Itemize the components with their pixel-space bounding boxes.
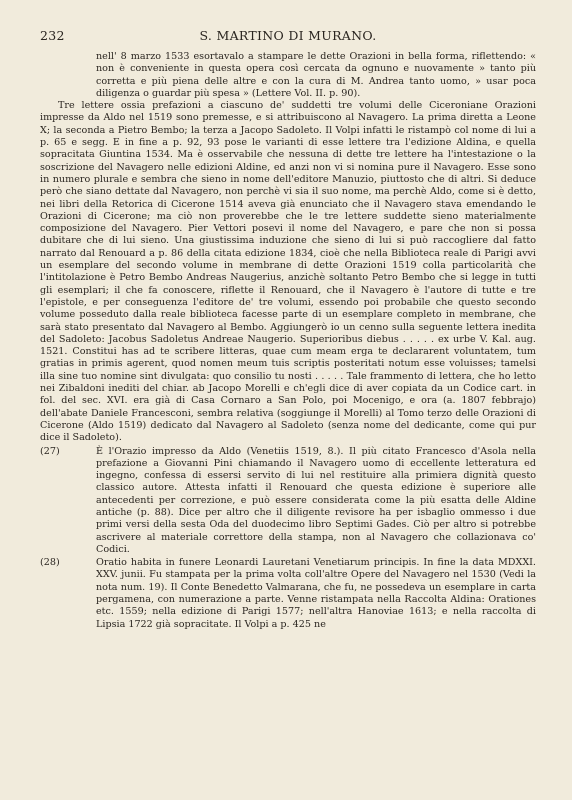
footnote-text: È l'Orazio impresso da Aldo (Venetiis 1519, 8.). Il più citato Francesco d'Asola nella prefazione a Giovanni Pini chiamando il Navagero uomo di eccellente letteratura ed ingegno, confessa di essersi servito di lui nel restituire alla primiera dignità questo classico autore. Attesta infatti il Renouard che questa edizione è superiore alle antecedenti per correzione, e può essere considerata come la più esatta delle Aldine antiche (p. 88). Dice per altro che il diligente revisore ha per isbaglio ommesso i due primi versi della sesta Oda del duodecimo libro Septimi Gades. Ciò per altro si potrebbe ascrivere al materiale correttore della stampa, non al Navagero che collazionava co' Codici. bbox=[96, 445, 536, 555]
footnote-number: (27) bbox=[40, 445, 60, 457]
running-title: S. MARTINO DI MURANO. bbox=[199, 28, 377, 43]
footnote-28 bbox=[40, 557, 536, 631]
paragraph-prefaces: Tre lettere ossia prefazioni a ciascuno de' suddetti tre volumi delle Ciceroniane Orazioni impresse da Aldo nel 1519 sono premesse, e si attribuiscono al Navagero. La prima diretta a Leone X; la seconda a Pietro Bembo; la terza a Jacopo Sadoleto. Il Volpi infatti le ristampò col nome di lui a p. 65 e segg. E in fine a p. 92, 93 pose le varianti di esse lettere tra l'edizione Aldina, e quella sopracitata Giuntina 1534. Ma è osservabile che nessuna di dette tre lettere ha l'intestazione o la soscrizione del Navagero nelle edizioni Aldine, ed anzi non vi si nomina pure il Navagero. Esse sono in numero plurale e sembra che sieno in nome dell'editore Manuzio, piuttosto che di altri. Si deduce però che siano dettate dal Navagero, non perchè vi sia il suo nome, ma perchè Aldo, come si è detto, nei libri della Retorica di Cicerone 1514 aveva già enunciato che il Navagero stava emendando le Orazioni di Cicerone; ma ciò non proverebbe che le tre lettere suddette sieno materialmente composizione del Navagero. Pier Vettori posevi il nome del Navagero, e pare che non si possa dubitare che di lui sieno. Una giustissima induzione che sieno di lui si può raccogliere dal fatto narrato dal Renouard a p. 86 della citata edizione 1834, cioè che nella Biblioteca reale di Parigi avvi un esemplare del secondo volume in membrane di dette Orazioni 1519 colla particolarità che l'intitolazione è Petro Bembo Andreas Naugerius, anzichè soltanto Petro Bembo che si legge in tutti gli esemplari; il che fa conoscere, riflette il Renouard, che il Navagero è l'autore di tutte e tre l'epistole, e per conseguenza l'editore de' tre volumi, essendo poi probabile che questo secondo volume posseduto dalla reale biblioteca facesse parte di un esemplare completo in membrane, che sarà stato presentato dal Navagero al Bembo. Aggiungerò io un cenno sulla seguente lettera inedita del Sadoleto: Jacobus Sadoletus Andreae Naugerio. Superioribus diebus . . . . . ex urbe V. Kal. aug. 1521. Constitui has ad te scribere litteras, quae cum meam erga te declararent voluntatem, tum gratias in primis agerent, quod nomen meum tuis scriptis posteritati notum esse voluisses; tamelsi illa sine tuo nomine sint divulgata: quo consilio tu nosti . . . . . Tale frammento di lettera, che ho letto nei Zibaldoni inediti del chiar. ab Jacopo Morelli e ch'egli dice di aver copiata da un Codice cart. in fol. del sec. XVI. era già di Casa Cornaro a San Polo, poi Mocenigo, e ora (a. 1807 febbrajo) dell'abate Daniele Francesconi, sembra relativa (soggiunge il Morelli) al Tomo terzo delle Orazioni di Cicerone (Aldo 1519) dedicato dal Navagero al Sadoleto (senza nome del dedicante, come qui pur dice il Sadoleto). bbox=[40, 100, 536, 444]
page-header bbox=[40, 28, 536, 43]
footnote-text: Oratio habita in funere Leonardi Lauretani Venetiarum principis. In fine la data MDXXI. XXV. junii. Fu stampata per la prima volta coll'altre Opere del Navagero nel 1530 (Vedi la nota num. 19). Il Conte Benedetto Valmarana, che fu, ne possedeva un esemplare in carta pergamena, con numerazione a parte. Venne ristampata nella Raccolta Aldina: Orationes etc. 1559; nella edizione di Parigi 1577; nell'altra Hanoviae 1613; e nella raccolta di Lipsia 1722 già sopracitate. Il Volpi a p. 425 ne bbox=[96, 557, 536, 630]
footnote-number: (28) bbox=[40, 557, 60, 569]
footnote-27 bbox=[40, 446, 536, 557]
paragraph-continuation: nell' 8 marzo 1533 esortavalo a stampare le dette Orazioni in bella forma, riflettendo: « non è conveniente in questa opera così cercata da ognuno e nuovamente » tanto più corretta e più piena delle altre e con la cura di M. Andrea tanto uomo, » usar poca diligenza o guardar più spesa » (Lettere Vol. II. p. 90). bbox=[96, 51, 536, 99]
page-number: 232 bbox=[40, 28, 65, 43]
body-text bbox=[40, 51, 536, 631]
